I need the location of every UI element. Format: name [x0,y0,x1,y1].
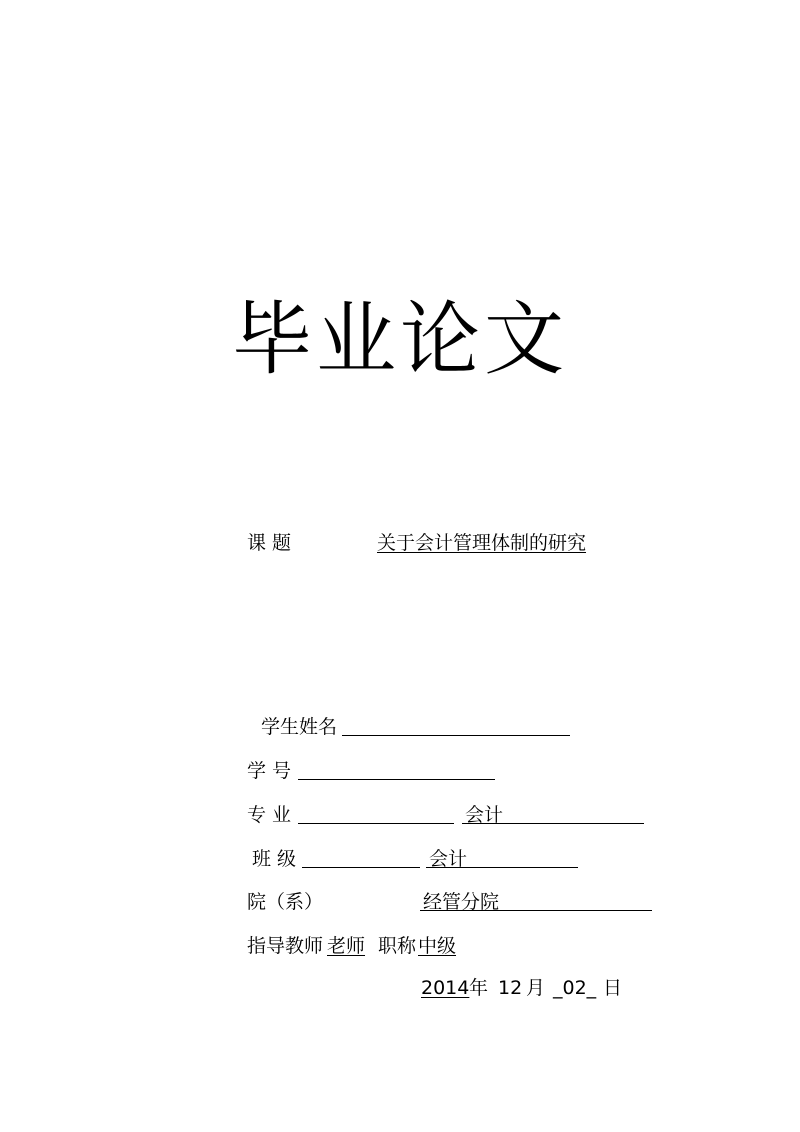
major-label: 专 业 [247,804,292,826]
date-day: _02_ [553,977,597,999]
college-value-underline [420,910,652,911]
advisor-title-value: 中级 [418,935,457,957]
major-blank [298,823,454,824]
advisor-title-label: 职称 [378,935,417,957]
student-id-blank [298,779,495,780]
class-value-underline [426,867,578,868]
major-value-underline [462,823,644,824]
class-value: 会计 [429,848,468,870]
student-name-blank [342,735,570,736]
date-day-unit: 日 [603,977,623,999]
topic-label: 课 题 [247,532,292,554]
class-label: 班 级 [252,848,297,870]
date-year: 2014 [421,977,470,999]
student-id-label: 学 号 [247,760,292,782]
major-value: 会计 [465,804,504,826]
page-title: 毕业论文 [232,293,568,386]
student-name-label: 学生姓名 [261,716,338,738]
topic-value: 关于会计管理体制的研究 [377,532,587,554]
advisor-label: 指导教师 [247,935,324,957]
date-month: 12 [498,977,523,999]
date-month-unit: 月 [526,977,546,999]
college-label: 院（系） [247,891,324,913]
advisor-value: 老师 [327,935,366,957]
college-value: 经管分院 [423,891,500,913]
class-blank [302,867,420,868]
date-year-unit: 年 [469,977,489,999]
